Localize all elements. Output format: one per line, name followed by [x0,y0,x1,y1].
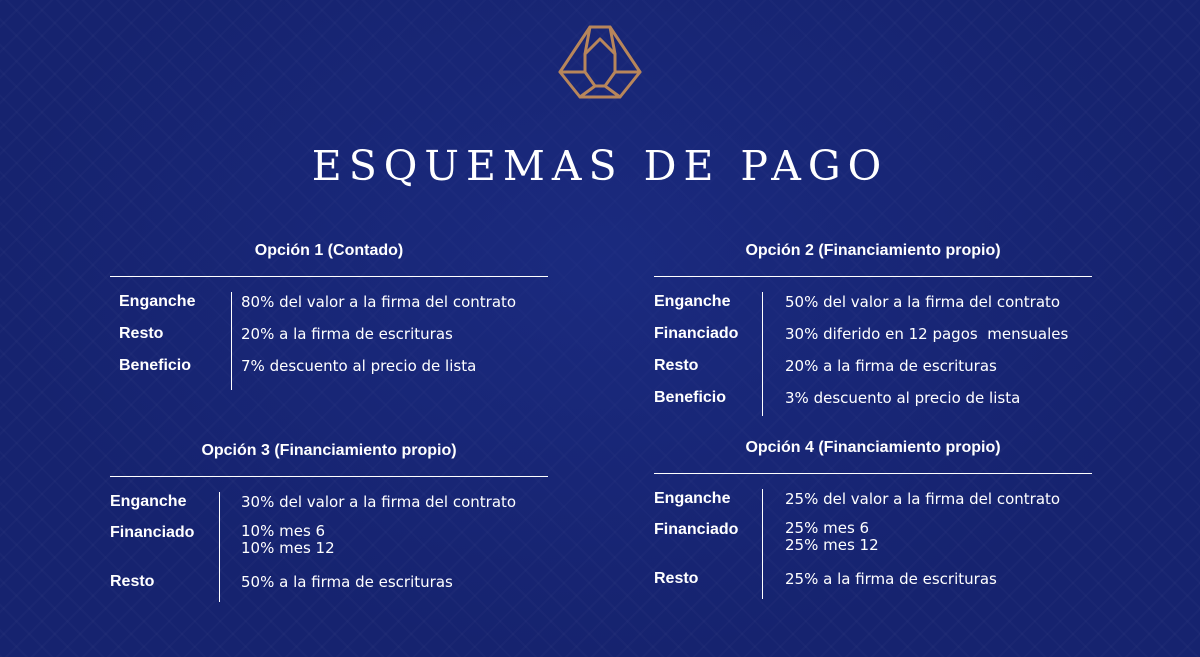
column-divider [219,492,220,602]
option-row [654,520,1092,569]
row-label: Resto [654,570,699,587]
option-divider [110,276,548,277]
row-label: Resto [654,357,699,374]
row-value: 20% a la firma de escrituras [241,325,453,343]
row-label: Resto [119,325,164,342]
option-divider [654,473,1092,474]
option-row [654,356,1092,388]
option-title: Opción 2 (Financiamiento propio) [745,242,1001,259]
option-rows [654,489,1092,599]
option-rows [110,292,548,390]
row-value-secondary: 10% mes 12 [241,539,335,557]
row-value-secondary: 25% mes 12 [785,536,879,554]
option-row [110,523,548,572]
option-row [654,388,1092,416]
option-title: Opción 1 (Contado) [254,242,404,259]
option-divider [654,276,1092,277]
row-value-multiline [785,520,879,554]
row-value: 20% a la firma de escrituras [785,357,997,375]
row-value: 50% a la firma de escrituras [241,573,453,591]
page-title: ESQUEMAS DE PAGO [311,142,889,190]
row-label: Beneficio [119,357,192,374]
payment-option-4 [654,438,1092,599]
option-row [654,324,1092,356]
row-label: Enganche [654,293,731,310]
row-value: 3% descuento al precio de lista [785,389,1021,407]
row-value: 10% mes 6 [241,522,326,540]
row-label: Financiado [654,521,739,538]
column-divider [231,292,232,390]
option-title: Opción 4 (Financiamiento propio) [745,439,1001,456]
option-title: Opción 3 (Financiamiento propio) [201,442,457,459]
row-value: 7% descuento al precio de lista [241,357,477,375]
option-row [654,489,1092,520]
gem-icon [557,24,643,100]
row-value: 25% mes 6 [785,519,870,537]
row-label: Enganche [654,490,731,507]
option-row [110,492,548,523]
option-rows [654,292,1092,416]
column-divider [762,292,763,416]
option-row [654,569,1092,599]
row-value: 50% del valor a la firma del contrato [785,293,1061,311]
row-label: Enganche [119,293,196,310]
row-value: 30% del valor a la firma del contrato [241,493,517,511]
payment-option-1 [110,241,548,390]
payment-option-2 [654,241,1092,416]
option-row [110,324,548,356]
row-label: Financiado [654,325,739,342]
option-rows [110,492,548,602]
row-label: Financiado [110,524,195,541]
option-row [654,292,1092,324]
row-value: 25% del valor a la firma del contrato [785,490,1061,508]
row-value: 25% a la firma de escrituras [785,570,997,588]
row-label: Resto [110,573,155,590]
row-value-multiline [241,523,335,557]
row-label: Beneficio [654,389,727,406]
option-row [110,356,548,390]
row-value: 80% del valor a la firma del contrato [241,293,517,311]
option-row [110,572,548,602]
row-label: Enganche [110,493,187,510]
row-value: 30% diferido en 12 pagos mensuales [785,325,1069,343]
payment-option-3 [110,441,548,602]
option-row [110,292,548,324]
column-divider [762,489,763,599]
option-divider [110,476,548,477]
